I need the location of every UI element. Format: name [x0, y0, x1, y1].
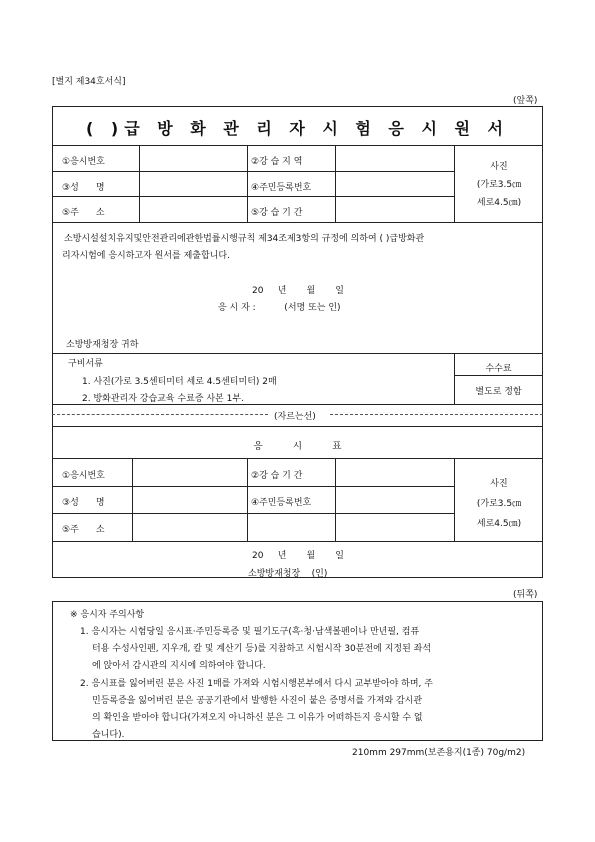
paper-spec: 210mm 297mm(보존용지(1종) 70g/m2) — [352, 748, 526, 758]
note-1 — [80, 624, 535, 675]
notes-title: ※ 응시자 주의사항 — [70, 610, 145, 620]
form-title: ( )급 방 화 관 리 자 시 험 응 시 원 서 — [86, 119, 509, 138]
ticket-resident-number-field[interactable] — [336, 487, 453, 512]
training-period-field[interactable] — [336, 197, 453, 221]
ticket-training-period-label: ②강 습 기 간 — [251, 471, 303, 481]
exam-number-label: ①응시번호 — [62, 157, 105, 167]
application-date: 20 년 월 일 — [252, 286, 344, 296]
ticket-resident-number-label: ④주민등록번호 — [251, 498, 312, 508]
ticket-photo-label: 사진 — [490, 479, 508, 489]
ticket-date: 20 년 월 일 — [252, 551, 344, 561]
back-side-label: (뒤쪽) — [513, 590, 538, 600]
divider — [52, 458, 543, 459]
statement-line-1: 소방시설설치유지및안전관리에관한법률시행규칙 제34조제3항의 규정에 의하여 ( )급방화관 — [64, 234, 425, 244]
required-doc-1: 1. 사진(가로 3.5센티미터 세로 4.5센티미터) 2매 — [82, 377, 277, 387]
statement-line-2: 리자시험에 응시하고자 원서를 제출합니다. — [62, 251, 230, 261]
ticket-training-period-field[interactable] — [336, 459, 453, 485]
address-field[interactable] — [140, 197, 246, 221]
note-2-line: 의 확인을 받아야 합니다(가져오지 아니하신 분은 그 이유가 어떠하든지 응시할 수 없 — [92, 713, 423, 723]
required-docs-title: 구비서류 — [68, 359, 103, 369]
training-region-field[interactable] — [336, 146, 453, 170]
addressee: 소방방재청장 귀하 — [66, 340, 139, 350]
training-period-label: ⑤강 습 기 간 — [251, 208, 303, 218]
note-2 — [80, 676, 535, 744]
ticket-exam-number-label: ①응시번호 — [62, 471, 105, 481]
divider — [52, 426, 543, 427]
ticket-title: 응 시 표 — [253, 441, 342, 452]
form-number: [별지 제34호서식] — [52, 77, 126, 87]
note-1-line: 에 앉아서 감시관의 지시에 의하여야 합니다. — [92, 661, 266, 671]
name-label: ③성 명 — [62, 183, 105, 193]
photo-width-label: (가로3.5㎝ — [476, 180, 522, 190]
note-2-line: 습니다). — [92, 730, 125, 740]
divider — [52, 541, 543, 542]
cut-line-right — [330, 414, 543, 415]
ticket-photo-area[interactable] — [455, 474, 543, 534]
note-2-line: 민등록증을 잃어버린 분은 공공기관에서 발행한 사진이 붙은 증명서를 가져와 감시관 — [92, 696, 423, 706]
divider — [52, 404, 543, 405]
ticket-address-label: ⑤주 소 — [62, 525, 105, 535]
fee-value: 별도로 정함 — [475, 387, 522, 397]
ticket-photo-height-label: 세로4.5㎝) — [476, 519, 522, 529]
ticket-name-label: ③성 명 — [62, 498, 105, 508]
divider — [52, 145, 543, 146]
name-field[interactable] — [140, 172, 246, 195]
divider — [52, 353, 543, 354]
required-doc-2: 2. 방화관리자 강습교육 수료증 사본 1부. — [82, 394, 244, 404]
fee-title: 수수료 — [485, 364, 512, 374]
applicant-signature-line: 응 시 자 : (서명 또는 인) — [218, 303, 341, 313]
training-region-label: ②강 습 지 역 — [251, 157, 303, 167]
divider — [52, 222, 543, 223]
resident-number-label: ④주민등록번호 — [251, 183, 312, 193]
front-side-label: (앞쪽) — [513, 96, 538, 106]
ticket-photo-width-label: (가로3.5㎝ — [476, 499, 522, 509]
note-2-line: 2. 응시표를 잃어버린 분은 사진 1매를 가져와 시험시행본부에서 다시 교부받아야 하며, 주 — [80, 679, 433, 689]
divider — [454, 375, 543, 376]
note-1-line: 터용 수성사인펜, 지우개, 칼 및 계산기 등)를 지참하고 시험시작 30분전에 지정된 좌석 — [92, 644, 432, 654]
address-label: ⑤주 소 — [62, 208, 105, 218]
photo-label: 사진 — [490, 162, 508, 172]
ticket-exam-number-field[interactable] — [133, 459, 246, 485]
divider — [247, 145, 248, 222]
ticket-name-field[interactable] — [133, 487, 246, 512]
ticket-address-field[interactable] — [133, 514, 453, 540]
photo-height-label: 세로4.5㎝) — [476, 198, 522, 208]
resident-number-field[interactable] — [336, 172, 453, 195]
ticket-issuer: 소방방재청장 (인) — [248, 569, 328, 579]
note-1-line: 1. 응시자는 시험당일 응시표·주민등록증 및 필기도구(흑·청·남색볼펜이나 만년필, 컴퓨 — [80, 627, 420, 637]
cut-line-left — [52, 414, 268, 415]
exam-number-field[interactable] — [140, 146, 246, 170]
photo-area[interactable] — [455, 158, 543, 212]
cut-line-label: (자르는선) — [274, 412, 316, 422]
